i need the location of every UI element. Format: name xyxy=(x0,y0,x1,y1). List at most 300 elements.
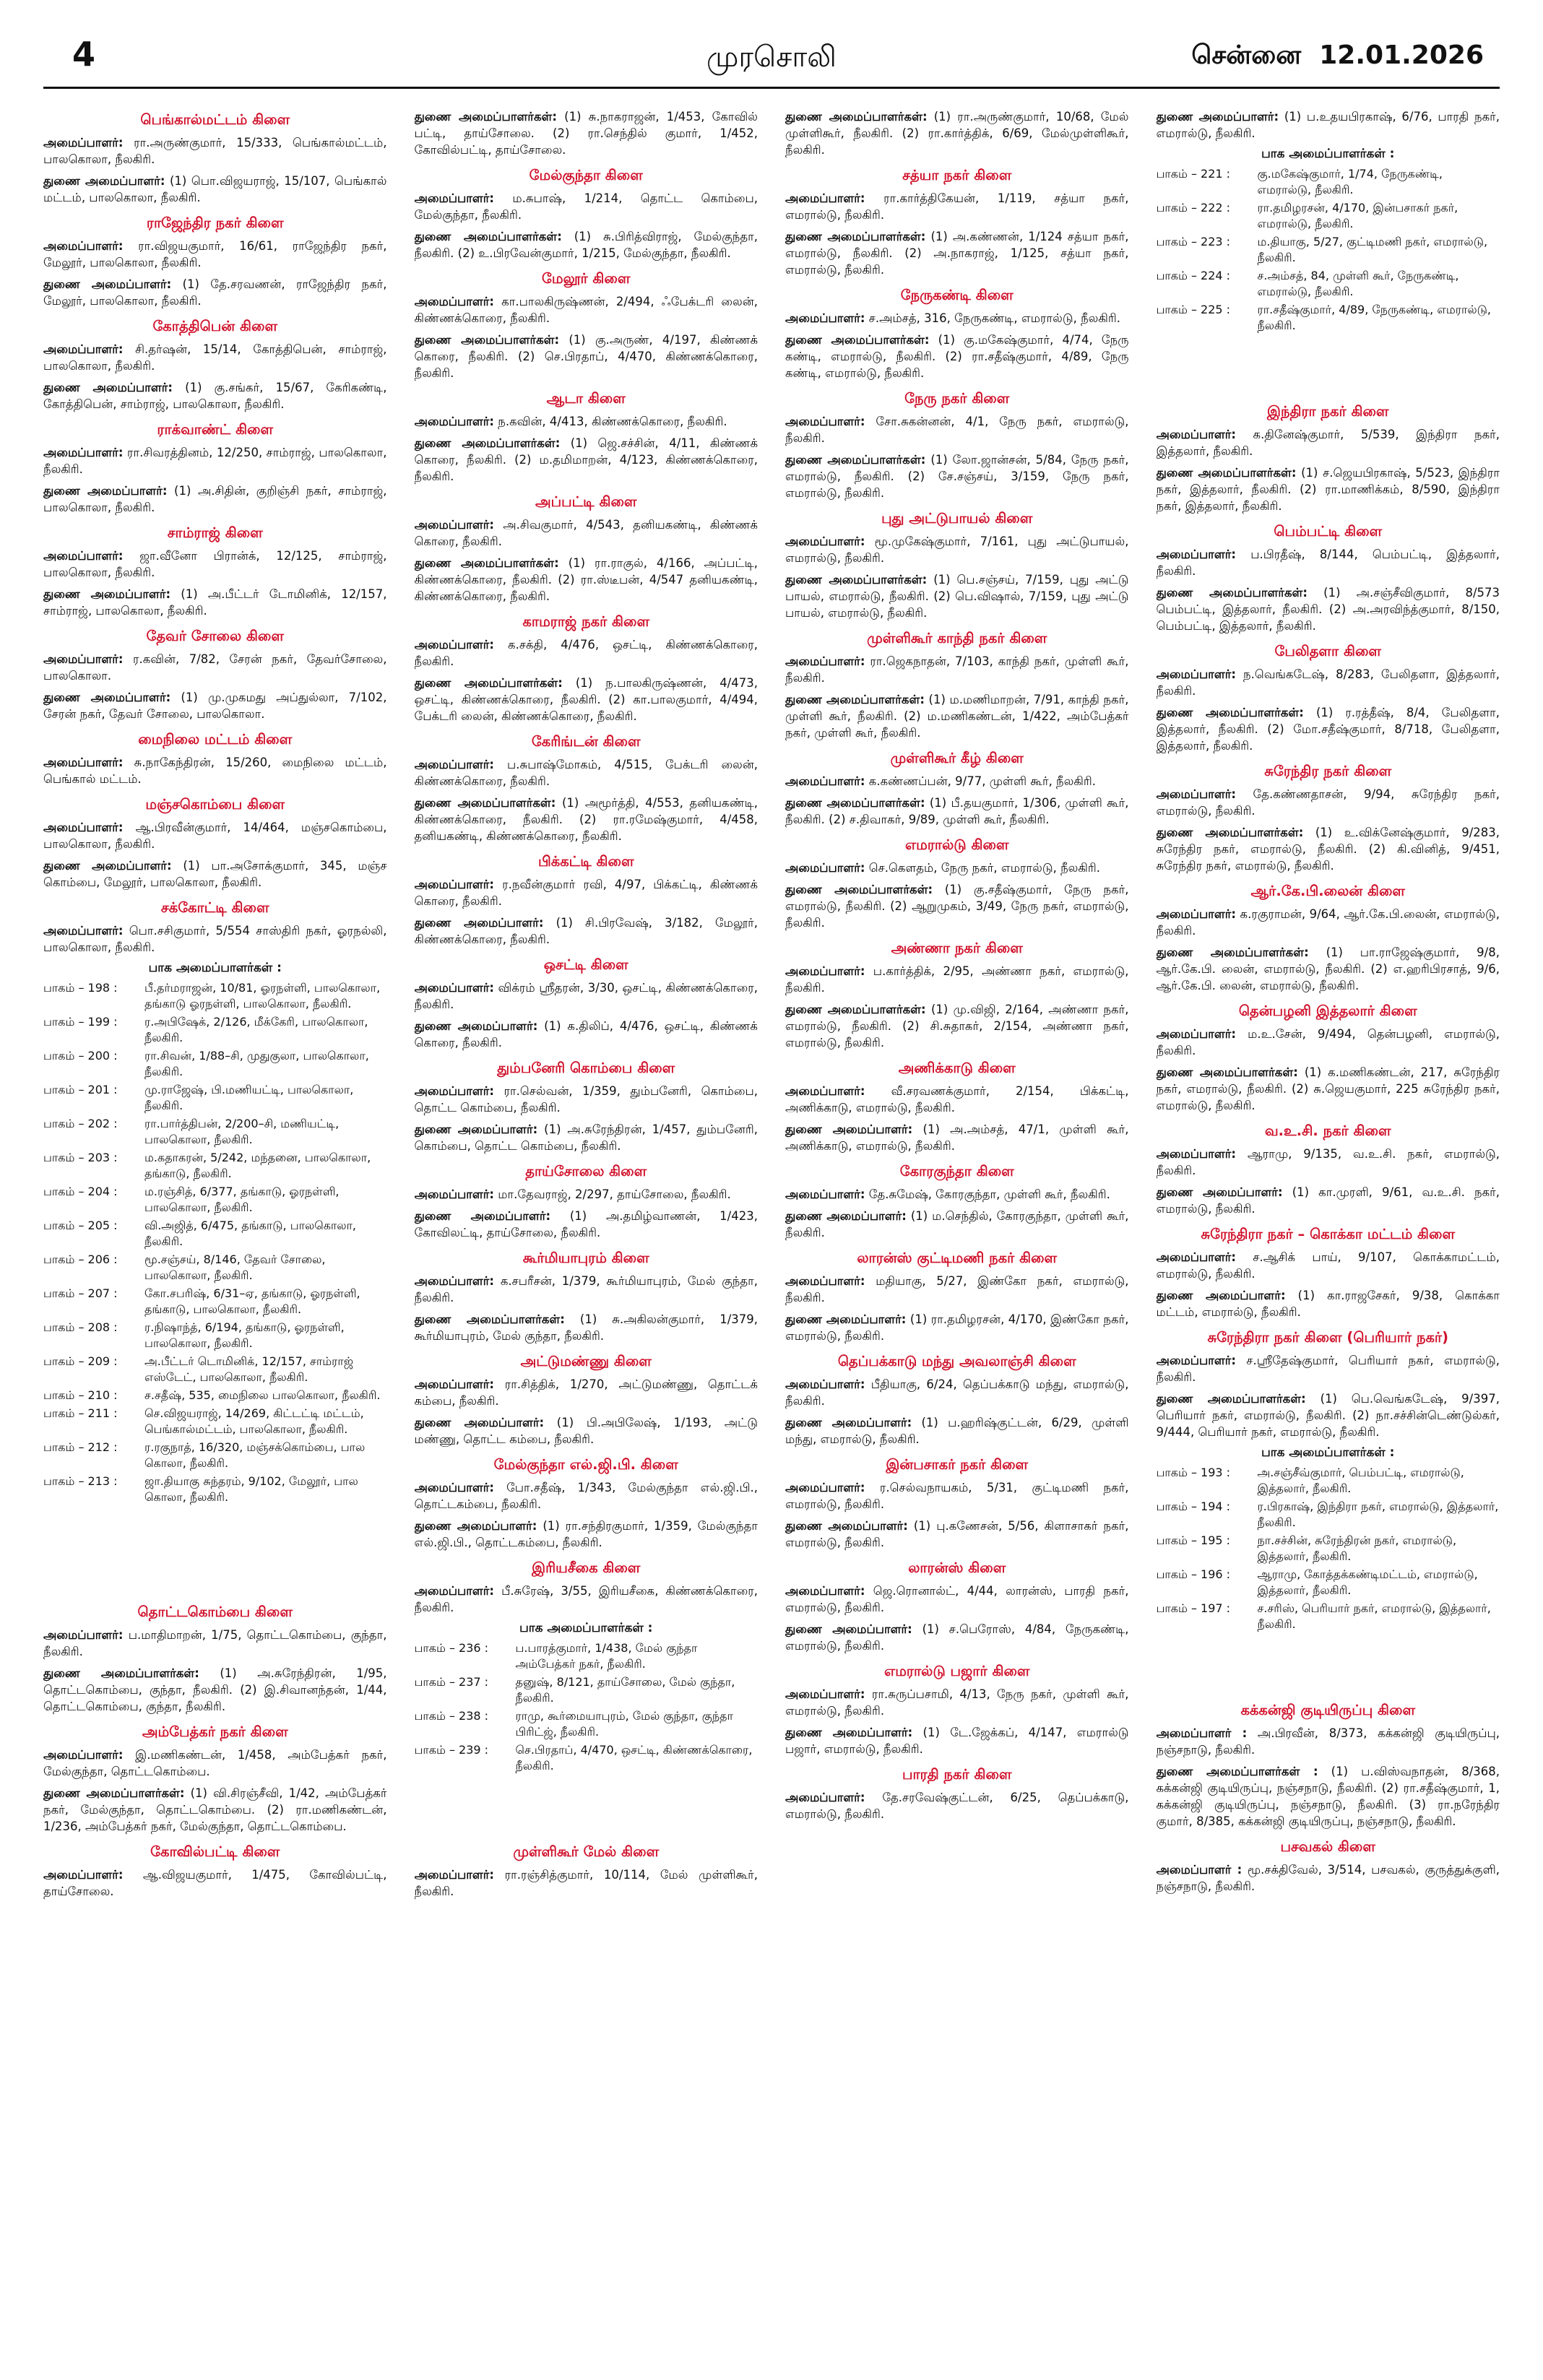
paper-name: முரசொலி xyxy=(706,40,837,74)
role-label: துணை அமைப்பாளர்: xyxy=(414,1209,551,1223)
ward-details: செ.பிரதாப், 4/470, ஒசட்டி, கிண்ணக்கொரை, நீலகிரி. xyxy=(515,1743,753,1773)
member-details: (1) பா.அசோக்குமார், 345, மஞ்ச கொம்பை, மேலூர், பாலகொலா, நீலகிரி. xyxy=(43,859,387,889)
ward-details: ர.அபிஷேக், 2/126, மீக்கேரி, பாலகொலா, நீலகிரி. xyxy=(144,1015,368,1044)
office-bearer-entry xyxy=(415,190,758,223)
member-details: (1) ம.செந்தில், கோரகுந்தா, முள்ளி கூர், நீலகிரி. xyxy=(785,1209,1129,1239)
office-bearer-entry xyxy=(785,413,1129,446)
role-label: அமைப்பாளர்: xyxy=(414,758,495,771)
office-bearer-entry xyxy=(43,379,387,412)
role-label: துணை அமைப்பாளர்கள்: xyxy=(785,230,926,243)
ward-details: ர.நிஷாந்த், 6/194, தங்காடு, ஓரநள்ளி, பாலகொலா, நீலகிரி. xyxy=(144,1320,345,1350)
dateline-city: சென்னை xyxy=(1191,40,1302,70)
office-bearer-entry xyxy=(1157,906,1500,939)
ward-label: பாகம் – 238 : xyxy=(414,1709,489,1723)
member-details: ப.கார்த்திக், 2/95, அண்ணா நகர், எமரால்டு, நீலகிரி. xyxy=(785,964,1129,995)
member-details: ச.ஆசிக் பாய், 9/107, கொக்காமட்டம், எமரால்டு, நீலகிரி. xyxy=(1156,1250,1500,1281)
role-label: அமைப்பாளர்: xyxy=(43,136,124,150)
office-bearer-entry xyxy=(785,1208,1129,1241)
ward-row xyxy=(1157,1567,1500,1598)
office-bearer-entry xyxy=(785,1479,1129,1513)
column-spacer xyxy=(1157,1641,1500,1699)
section-title: தென்பழனி இத்தலார் கிளை xyxy=(1238,1003,1417,1019)
member-details: ப.பிரதீஷ், 8/144, பெம்பட்டி, இத்தலார், நீலகிரி. xyxy=(1156,548,1500,578)
ward-row xyxy=(43,1150,387,1182)
office-bearer-entry xyxy=(43,173,387,206)
ward-details: நா.சச்சின், சுரேந்திரன் நகர், எமரால்டு, இத்தலார், நீலகிரி. xyxy=(1257,1533,1457,1563)
section-title: கோவில்பட்டி கிளை xyxy=(150,1843,280,1860)
branch-section xyxy=(43,111,387,206)
member-details: (1) ந.பாலகிருஷ்ணன், 4/473, ஒசட்டி, கிண்ணக்கொரை, நீலகிரி. (2) கா.பாலகுமார், 4/494, பேக்டரி லைன், கிண்ணக்கொரை, நீலகிரி. xyxy=(414,676,758,723)
branch-section xyxy=(43,421,387,516)
section-title: காமராஜ் நகர் கிளை xyxy=(522,613,650,630)
role-label: துணை அமைப்பாளர்கள்: xyxy=(785,453,926,467)
ward-details: ச.அம்சத், 84, முள்ளி கூர், நேருகண்டி, எமரால்டு, நீலகிரி. xyxy=(1257,269,1459,298)
ward-row xyxy=(1157,268,1500,300)
office-bearer-entry xyxy=(785,228,1129,278)
section-title: மஞ்சகொம்பை கிளை xyxy=(145,796,285,813)
ward-details: ம.தியாகு, 5/27, குட்டிமணி நகர், எமரால்டு, நீலகிரி. xyxy=(1257,235,1488,264)
office-bearer-entry xyxy=(415,1311,758,1344)
ward-details: ஆராமு, கோத்தக்கண்டிமட்டம், எமரால்டு, இத்தலார், நீலகிரி. xyxy=(1257,1567,1478,1597)
ward-details: ப.பாரத்குமார், 1/438, மேல் குந்தா அம்பேத்கர் நகர், நீலகிரி. xyxy=(515,1641,698,1671)
ward-details: ரா.பார்த்திபன், 2/200–சி, மணியட்டி, பாலகொலா, நீலகிரி. xyxy=(144,1117,340,1146)
office-bearer-entry xyxy=(1157,824,1500,874)
role-label: துணை அமைப்பாளர்கள்: xyxy=(785,110,928,124)
role-label: அமைப்பாளர்: xyxy=(785,1187,865,1201)
office-bearer-entry xyxy=(1157,1249,1500,1282)
section-title: ஒசட்டி கிளை xyxy=(543,956,628,973)
role-label: துணை அமைப்பாளர்: xyxy=(43,691,171,704)
member-details: ரா.விஜயகுமார், 16/61, ராஜேந்திர நகர், மேலூர், பாலகொலா, நீலகிரி. xyxy=(43,239,387,269)
section-title: பிக்கட்டி கிளை xyxy=(537,853,634,870)
member-details: (1) ரா.அருண்குமார், 10/68, மேல் முள்ளிகூர், நீலகிரி. (2) ரா.கார்த்திக், 6/69, மேல்முள்ளிகூர், நீலகிரி. xyxy=(785,110,1129,157)
member-details: (1) அமூர்த்தி, 4/553, தனியகண்டி, கிண்ணக்கொரை, நீலகிரி. (2) ரா.ரமேஷ்குமார், 4/458, தனியகண்டி, கிண்ணக்கொரை, நீலகிரி. xyxy=(414,796,758,843)
office-bearer-entry xyxy=(415,1866,758,1900)
member-details: (1) மு.முகமது அப்துல்லா, 7/102, சேரன் நகர், தேவர் சோலை, பாலகொலா. xyxy=(43,691,387,721)
ward-details: செ.விஜயராஜ், 14/269, கிட்டட்டி மட்டம், பெங்கால்மட்டம், பாலகொலா, நீலகிரி. xyxy=(144,1406,364,1436)
role-label: அமைப்பாளர்: xyxy=(785,861,865,875)
member-details: ரா.ஜெகநாதன், 7/103, காந்தி நகர், முள்ளி கூர், நீலகிரி. xyxy=(785,654,1129,685)
section-title: கேரிங்டன் கிளை xyxy=(531,733,641,750)
dateline xyxy=(1191,40,1484,74)
section-title: சுரேந்திரா நகர் – கொக்கா மட்டம் கிளை xyxy=(1201,1226,1456,1242)
office-bearer-entry xyxy=(1157,944,1500,994)
office-bearer-entry xyxy=(415,108,758,158)
office-bearer-entry xyxy=(785,963,1129,996)
office-bearer-entry xyxy=(415,876,758,909)
ward-row xyxy=(43,1354,387,1385)
office-bearer-entry xyxy=(1157,1146,1500,1179)
office-bearer-entry xyxy=(1157,1184,1500,1217)
member-details: (1) சி.பிரவேஷ், 3/182, மேலூர், கிண்ணக்கொரை, நீலகிரி. xyxy=(414,916,758,946)
office-bearer-entry xyxy=(1157,1064,1500,1114)
ward-label: பாகம் – 205 : xyxy=(43,1219,118,1232)
office-bearer-entry xyxy=(1157,464,1500,514)
member-details: (1) ஜெ.சச்சின், 4/11, கிண்ணக் கொரை, நீலகிரி. (2) ம.தமிமாறன், 4/123, கிண்ணக்கொரை, நீலகிரி. xyxy=(414,436,758,483)
branch-section xyxy=(415,1353,758,1448)
member-details: ரா.ரஞ்சித்குமார், 10/114, மேல் முள்ளிகூர், நீலகிரி. xyxy=(414,1868,758,1898)
role-label: துணை அமைப்பாளர்கள்: xyxy=(785,693,925,706)
role-label: துணை அமைப்பாளர்கள்: xyxy=(1156,1065,1298,1079)
member-details: (1) சு.பிரித்விராஜ், மேல்குந்தா, நீலகிரி. (2) உ.பிரவேன்குமார், 1/215, மேல்குந்தா, நீலகிரி. xyxy=(414,230,758,260)
office-bearer-entry xyxy=(1157,1390,1500,1440)
section-title: ராக்வாண்ட் கிளை xyxy=(157,421,274,438)
role-label: துணை அமைப்பாளர்கள்: xyxy=(785,333,930,347)
branch-section xyxy=(415,167,758,261)
role-label: துணை அமைப்பாளர்: xyxy=(43,587,171,601)
branch-section xyxy=(43,731,387,787)
member-details: (1) ரா.தமிழரசன், 4/170, இண்கோ நகர், எமரால்டு, நீலகிரி. xyxy=(785,1312,1129,1343)
role-label: துணை அமைப்பாளர்: xyxy=(785,1519,908,1533)
ward-row xyxy=(415,1742,758,1774)
branch-section xyxy=(415,1456,758,1551)
branch-section xyxy=(1157,763,1500,874)
member-details: (1) லோ.ஜான்சன், 5/84, நேரு நகர், எமரால்டு, நீலகிரி. (2) சே.சஞ்சய், 3/159, நேரு நகர், எமரால்டு, நீலகிரி. xyxy=(785,453,1129,500)
office-bearer-entry xyxy=(415,1083,758,1116)
ward-subheading: பாக அமைப்பாளர்கள் : xyxy=(148,961,282,975)
role-label: அமைப்பாளர்: xyxy=(414,518,495,532)
ward-row xyxy=(43,1014,387,1046)
member-details: (1) ம.மணிமாறன், 7/91, காந்தி நகர், முள்ளி கூர், நீலகிரி. (2) ம.மணிகண்டன், 1/422, அம்பேத்கர் நகர், முள்ளி கூர், நீலகிரி. xyxy=(785,693,1129,740)
role-label: துணை அமைப்பாளர்கள்: xyxy=(43,1786,185,1800)
member-details: ச.ஸ்ரீதேஷ்குமார், பெரியார் நகர், எமரால்டு, நீலகிரி. xyxy=(1156,1354,1500,1384)
branch-section xyxy=(785,1559,1129,1654)
branch-section xyxy=(415,270,758,381)
section-title: பேலிதளா கிளை xyxy=(1274,643,1382,659)
role-label: அமைப்பாளர்: xyxy=(785,311,865,325)
branch-section xyxy=(785,940,1129,1051)
ward-row xyxy=(1157,302,1500,334)
role-label: அமைப்பாளர்: xyxy=(1156,667,1237,681)
role-label: அமைப்பாளர்: xyxy=(43,1748,124,1762)
member-details: ந.வெங்கடேஷ், 8/283, பேலிதளா, இத்தலார், நீலகிரி. xyxy=(1156,667,1500,698)
member-details: (1) ரா.ராகுல், 4/166, அப்பட்டி, கிண்ணக்கொரை, நீலகிரி. (2) ரா.ஸ்டீபன், 4/547 தனியகண்டி, கிண்ணக்கொரை, நீலகிரி. xyxy=(414,556,758,603)
ward-row xyxy=(43,1286,387,1317)
role-label: அமைப்பாளர்: xyxy=(414,878,495,891)
office-bearer-entry xyxy=(43,1747,387,1780)
office-bearer-entry xyxy=(415,1186,758,1203)
section-title: கோத்திபென் கிளை xyxy=(152,318,278,334)
role-label: அமைப்பாளர்: xyxy=(43,652,124,666)
section-title: பெம்பட்டி கிளை xyxy=(1274,523,1383,540)
member-details: க.சபரீசன், 1/379, கூர்மியாபுரம், மேல் குந்தா, நீலகிரி. xyxy=(414,1274,758,1304)
member-details: (1) ப.ஹரிஷ்குட்டன், 6/29, முள்ளி மந்து, எமரால்டு, நீலகிரி. xyxy=(785,1416,1129,1446)
office-bearer-entry xyxy=(785,332,1129,381)
section-title: அம்பேத்கர் நகர் கிளை xyxy=(142,1723,288,1740)
office-bearer-entry xyxy=(43,819,387,852)
branch-section xyxy=(43,524,387,619)
office-bearer-entry xyxy=(785,1311,1129,1344)
member-details: ரா.சித்திக், 1/270, அட்டுமண்ணு, தொட்டக் கம்பை, நீலகிரி. xyxy=(414,1377,758,1408)
role-label: அமைப்பாளர்: xyxy=(785,1274,865,1288)
section-title: தாய்சோலை கிளை xyxy=(525,1163,647,1180)
ward-row xyxy=(43,1116,387,1148)
branch-section xyxy=(785,1353,1129,1448)
office-bearer-entry xyxy=(43,1627,387,1660)
masthead xyxy=(43,22,1500,89)
member-details: ஜெ.ரொனால்ட், 4/44, லாரன்ஸ், பாரதி நகர், எமரால்டு, நீலகிரி. xyxy=(785,1584,1129,1614)
branch-section xyxy=(43,628,387,722)
branch-section xyxy=(1157,1702,1500,1830)
member-details: ஆ.பிரவீன்குமார், 14/464, மஞ்சகொம்பை, பாலகொலா, நீலகிரி. xyxy=(43,821,387,851)
branch-section xyxy=(415,1559,758,1774)
member-details: மூ.சக்திவேல், 3/514, பசவகல், குருத்துக்குளி, நஞ்சநாடு, நீலகிரி. xyxy=(1156,1863,1500,1893)
section-title: வ.உ.சி. நகர் கிளை xyxy=(1264,1122,1391,1139)
section-title: பெங்கால்மட்டம் கிளை xyxy=(140,111,290,128)
role-label: அமைப்பாளர்: xyxy=(785,1687,865,1701)
ward-details: ரா.தமிழரசன், 4/170, இன்பசாகர் நகர், எமரால்டு, நீலகிரி. xyxy=(1257,201,1458,230)
section-title: ஆர்.கே.பி.லைன் கிளை xyxy=(1250,883,1406,899)
branch-section xyxy=(415,1163,758,1241)
role-label: அமைப்பாளர் : xyxy=(1156,1863,1242,1877)
office-bearer-entry xyxy=(43,238,387,271)
office-bearer-entry xyxy=(415,413,758,430)
member-details: (1) ச.ஜெயபிரகாஷ், 5/523, இந்திரா நகர், இத்தலார், நீலகிரி. (2) ரா.மாணிக்கம், 8/590, இந்திரா நகர், இத்தலார், நீலகிரி. xyxy=(1156,466,1500,513)
role-label: அமைப்பாளர்: xyxy=(414,1868,495,1882)
ward-label: பாகம் – 200 : xyxy=(43,1049,118,1063)
role-label: துணை அமைப்பாளர்: xyxy=(1156,110,1279,124)
member-details: பீ.சுரேஷ், 3/55, இரியசீகை, கிண்ணக்கொரை, நீலகிரி. xyxy=(414,1584,758,1614)
branch-section xyxy=(785,108,1129,158)
section-title: தொட்டகொம்பை கிளை xyxy=(137,1604,293,1620)
role-label: துணை அமைப்பாளர்: xyxy=(785,1622,912,1636)
ward-row xyxy=(1157,166,1500,198)
member-details: பொ.சசிகுமார், 5/554 சாஸ்திரி நகர், ஓரநல்லி, பாலகொலா, நீலகிரி. xyxy=(43,924,387,954)
section-title: அணிக்காடு கிளை xyxy=(898,1060,1016,1076)
office-bearer-entry xyxy=(785,1518,1129,1551)
role-label: துணை அமைப்பாளர்கள்: xyxy=(1156,826,1304,839)
office-bearer-entry xyxy=(415,1583,758,1616)
role-label: அமைப்பாளர்: xyxy=(785,415,865,428)
branch-section xyxy=(43,899,387,1505)
office-bearer-entry xyxy=(415,1208,758,1241)
branch-section xyxy=(1157,1003,1500,1114)
office-bearer-entry xyxy=(43,1866,387,1900)
office-bearer-entry xyxy=(415,332,758,381)
office-bearer-entry xyxy=(1157,108,1500,142)
member-details: தே.கண்ணதாசன், 9/94, சுரேந்திர நகர், எமரால்டு, நீலகிரி. xyxy=(1156,787,1500,818)
member-details: (1) வி.சிரஞ்சீவி, 1/42, அம்பேத்கர் நகர், மேல்குந்தா, தொட்டகொம்பை. (2) ரா.மணிகண்டன், 1/236, அம்பேத்கர் நகர், மேல்குந்தா, தொட்டகொம்பை. xyxy=(43,1786,387,1833)
ward-row xyxy=(43,1184,387,1216)
role-label: துணை அமைப்பாளர்: xyxy=(1156,1185,1283,1199)
branch-section xyxy=(785,167,1129,278)
ward-row xyxy=(43,1218,387,1250)
role-label: துணை அமைப்பாளர்: xyxy=(414,1519,537,1533)
member-details: க.ரகுராமன், 9/64, ஆர்.கே.பி.லைன், எமரால்டு, நீலகிரி. xyxy=(1156,907,1500,938)
role-label: துணை அமைப்பாளர்கள்: xyxy=(43,1666,199,1680)
section-title: முள்ளிகூர் கீழ் கிளை xyxy=(890,750,1024,766)
ward-row xyxy=(1157,1499,1500,1531)
member-details: (1) பி.அபிலேஷ், 1/193, அட்டு மண்ணு, தொட்ட கம்பை, நீலகிரி. xyxy=(414,1416,758,1446)
member-details: (1) அ.சுரேந்திரன், 1/457, தும்பனேரி, கொம்பை, தொட்ட கொம்பை, நீலகிரி. xyxy=(414,1122,758,1153)
role-label: துணை அமைப்பாளர்கள்: xyxy=(414,1312,565,1326)
section-title: மைநிலை மட்டம் கிளை xyxy=(138,731,293,748)
ward-row xyxy=(415,1640,758,1672)
office-bearer-entry xyxy=(1157,546,1500,579)
office-bearer-entry xyxy=(415,1121,758,1154)
member-details: (1) கா.முரளி, 9/61, வ.உ.சி. நகர், எமரால்டு, நீலகிரி. xyxy=(1156,1185,1500,1216)
role-label: துணை அமைப்பாளர்: xyxy=(414,1019,538,1033)
member-details: சோ.சுகன்னன், 4/1, நேரு நகர், எமரால்டு, நீலகிரி. xyxy=(785,415,1129,445)
ward-row xyxy=(43,1388,387,1403)
ward-row xyxy=(43,980,387,1012)
member-details: ச.அம்சத், 316, நேருகண்டி, எமரால்டு, நீலகிரி. xyxy=(868,311,1120,325)
member-details: (1) அ.அம்சத், 47/1, முள்ளி கூர், அணிக்காடு, எமரால்டு, நீலகிரி. xyxy=(785,1122,1129,1153)
role-label: அமைப்பாளர்: xyxy=(1156,1027,1237,1041)
column-spacer xyxy=(415,1783,758,1840)
office-bearer-entry xyxy=(415,636,758,670)
role-label: துணை அமைப்பாளர்: xyxy=(43,484,168,498)
ward-label: பாகம் – 209 : xyxy=(43,1354,118,1368)
member-details: (1) ப.உதயபிரகாஷ், 6/76, பாரதி நகர், எமரால்டு, நீலகிரி. xyxy=(1156,110,1500,140)
office-bearer-entry xyxy=(1157,1287,1500,1320)
member-details: (1) ச.பெரோஸ், 4/84, நேருகண்டி, எமரால்டு, நீலகிரி. xyxy=(785,1622,1129,1653)
office-bearer-entry xyxy=(415,1479,758,1513)
ward-label: பாகம் – 223 : xyxy=(1156,235,1231,248)
role-label: அமைப்பாளர்: xyxy=(414,1481,495,1494)
ward-details: ஜா.தியாகு சுந்தரம், 9/102, மேலூர், பால கொலா, நீலகிரி. xyxy=(144,1474,358,1504)
office-bearer-entry xyxy=(1157,426,1500,459)
section-title: முள்ளிகூர் காந்தி நகர் கிளை xyxy=(867,630,1047,646)
member-details: ந.கவின், 4/413, கிண்ணக்கொரை, நீலகிரி. xyxy=(498,415,727,428)
office-bearer-entry xyxy=(43,754,387,787)
office-bearer-entry xyxy=(785,1789,1129,1822)
office-bearer-entry xyxy=(415,293,758,326)
role-label: அமைப்பாளர்: xyxy=(785,964,865,978)
office-bearer-entry xyxy=(785,1083,1129,1116)
member-details: ரா.கார்த்திகேயன், 1/119, சத்யா நகர், எமரால்டு, நீலகிரி. xyxy=(785,191,1129,222)
branch-section xyxy=(1157,1838,1500,1895)
ward-details: அ.பீட்டர் டொமினிக், 12/157, சாம்ராஜ் எஸ்டேட், பாலகொலா, நீலகிரி. xyxy=(144,1354,354,1384)
role-label: துணை அமைப்பாளர்கள்: xyxy=(785,796,925,810)
branch-section xyxy=(415,956,758,1051)
branch-section xyxy=(415,108,758,158)
office-bearer-entry xyxy=(785,653,1129,686)
role-label: துணை அமைப்பாளர்கள்: xyxy=(414,436,561,450)
office-bearer-entry xyxy=(1157,584,1500,634)
office-bearer-entry xyxy=(785,451,1129,501)
role-label: அமைப்பாளர்: xyxy=(785,535,865,548)
ward-row xyxy=(43,1048,387,1080)
ward-label: பாகம் – 195 : xyxy=(1156,1533,1231,1547)
ward-label: பாகம் – 194 : xyxy=(1156,1500,1231,1513)
role-label: அமைப்பாளர்: xyxy=(43,924,124,938)
office-bearer-entry xyxy=(785,1376,1129,1409)
section-title: நேருகண்டி கிளை xyxy=(900,287,1013,303)
branch-section xyxy=(43,1723,387,1835)
member-details: ரா.செல்வன், 1/359, தும்பனேரி, கொம்பை, தொட்ட கொம்பை, நீலகிரி. xyxy=(414,1084,758,1115)
ward-row xyxy=(1157,234,1500,266)
ward-label: பாகம் – 202 : xyxy=(43,1117,118,1130)
member-details: ஜா.வீனோ பிரான்க், 12/125, சாம்ராஜ், பாலகொலா, நீலகிரி. xyxy=(43,549,387,579)
branch-section xyxy=(1157,403,1500,514)
office-bearer-entry xyxy=(1157,1725,1500,1758)
section-title: இரியசீகை கிளை xyxy=(532,1559,641,1576)
page-number: 4 xyxy=(72,35,96,74)
ward-label: பாகம் – 239 : xyxy=(414,1743,489,1757)
ward-row xyxy=(43,1252,387,1284)
section-title: புது அட்டுபாயல் கிளை xyxy=(881,510,1033,527)
ward-subheading: பாக அமைப்பாளர்கள் : xyxy=(1261,147,1395,161)
member-details: தே.சுமேஷ், கோரகுந்தா, முள்ளி கூர், நீலகிரி. xyxy=(868,1187,1110,1201)
role-label: துணை அமைப்பாளர்கள்: xyxy=(785,1003,926,1016)
office-bearer-entry xyxy=(415,979,758,1013)
role-label: அமைப்பாளர்: xyxy=(414,1584,495,1598)
section-title: லாரன்ஸ் குட்டிமணி நகர் கிளை xyxy=(857,1250,1058,1266)
member-details: ரா.சுருப்பசாமி, 4/13, நேரு நகர், முள்ளி கூர், எமரால்டு, நீலகிரி. xyxy=(785,1687,1129,1718)
role-label: துணை அமைப்பாளர்கள்: xyxy=(414,556,559,570)
role-label: அமைப்பாளர்: xyxy=(414,191,495,205)
office-bearer-entry xyxy=(415,516,758,550)
ward-row xyxy=(43,1440,387,1471)
section-title: கோரகுந்தா கிளை xyxy=(899,1163,1014,1180)
ward-row xyxy=(43,1406,387,1437)
role-label: துணை அமைப்பாளர்கள்: xyxy=(785,573,928,587)
section-title: சுரேந்திர நகர் கிளை xyxy=(1264,763,1392,779)
member-details: மூ.முகேஷ்குமார், 7/161, புது அட்டுபாயல், எமரால்டு, நீலகிரி. xyxy=(785,535,1129,565)
member-details: (1) சு.அகிலன்குமார், 1/379, கூர்மியாபுரம், மேல் குந்தா, நீலகிரி. xyxy=(414,1312,758,1343)
member-details: பீதியாகு, 6/24, தெப்பக்காடு மந்து, எமரால்டு, நீலகிரி. xyxy=(785,1377,1129,1408)
section-title: அண்ணா நகர் கிளை xyxy=(891,940,1023,956)
branch-section xyxy=(785,750,1129,828)
role-label: அமைப்பாளர்: xyxy=(785,1584,865,1598)
member-details: தே.சரவேஷ்குட்டன், 6/25, தெப்பக்காடு, எமரால்டு, நீலகிரி. xyxy=(785,1791,1129,1821)
ward-label: பாகம் – 196 : xyxy=(1156,1567,1231,1581)
member-details: (1) கு.சதீஷ்குமார், நேரு நகர், எமரால்டு, நீலகிரி. (2) ஆறுமுகம், 3/49, நேரு நகர், எமரால்டு, நீலகிரி. xyxy=(785,883,1129,930)
ward-details: ரா.சிவன், 1/88–சி, முதுகுலா, பாலகொலா, நீலகிரி. xyxy=(144,1049,369,1078)
member-details: (1) அ.கண்ணன், 1/124 சத்யா நகர், எமரால்டு, நீலகிரி. (2) அ.நாகராஜ், 1/125, சத்யா நகர், எமரால்டு, நீலகிரி. xyxy=(785,230,1129,277)
branch-section xyxy=(415,613,758,724)
role-label: அமைப்பாளர்: xyxy=(414,1274,495,1288)
section-title: அப்பட்டி கிளை xyxy=(535,493,637,510)
member-details: (1) பெ.வெங்கடேஷ், 9/397, பெரியார் நகர், எமரால்டு, நீலகிரி. (2) நா.சச்சின்டெண்டுல்கர், 9/444, பெரியார் நகர், எமரால்டு, நீலகிரி. xyxy=(1156,1392,1500,1439)
member-details: (1) அ.சஞ்சீவிகுமார், 8/573 பெம்பட்டி, இத்தலார், நீலகிரி. (2) அ.அரவிந்த்குமார், 8/150, பெம்பட்டி, இத்தலார், நீலகிரி. xyxy=(1156,586,1500,633)
member-details: ப.மாதிமாறன், 1/75, தொட்டகொம்பை, குந்தா, நீலகிரி. xyxy=(43,1628,387,1658)
ward-label: பாகம் – 210 : xyxy=(43,1388,118,1402)
branch-section xyxy=(415,390,758,485)
role-label: அமைப்பாளர்: xyxy=(785,654,865,668)
member-details: போ.சதீஷ், 1/343, மேல்குந்தா எல்.ஜி.பி., தொட்டகம்பை, நீலகிரி. xyxy=(414,1481,758,1511)
member-details: வீ.சரவணக்குமார், 2/154, பிக்கட்டி, அணிக்காடு, எமரால்டு, நீலகிரி. xyxy=(785,1084,1129,1115)
role-label: துணை அமைப்பாளர்: xyxy=(785,1416,912,1429)
section-title: பாரதி நகர் கிளை xyxy=(902,1766,1012,1783)
office-bearer-entry xyxy=(43,548,387,581)
office-bearer-entry xyxy=(785,1724,1129,1757)
role-label: துணை அமைப்பாளர்கள்: xyxy=(414,676,563,690)
section-title: எமரால்டு பஜார் கிளை xyxy=(883,1663,1030,1679)
office-bearer-entry xyxy=(785,860,1129,876)
member-details: (1) க.திலிப், 4/476, ஒசட்டி, கிண்ணக் கொரை, நீலகிரி. xyxy=(414,1019,758,1050)
ward-row xyxy=(43,1474,387,1505)
section-title: முள்ளிகூர் மேல் கிளை xyxy=(513,1843,660,1860)
member-details: (1) கா.ராஜசேகர், 9/38, கொக்கா மட்டம், எமரால்டு, நீலகிரி. xyxy=(1156,1289,1500,1319)
role-label: துணை அமைப்பாளர்: xyxy=(43,381,173,394)
role-label: அமைப்பாளர்: xyxy=(1156,1250,1237,1264)
member-details: (1) ரா.சந்திரகுமார், 1/359, மேல்குந்தா எல்.ஜி.பி., தொட்டகம்பை, நீலகிரி. xyxy=(414,1519,758,1549)
role-label: அமைப்பாளர்: xyxy=(785,191,865,205)
member-details: (1) உ.விக்னேஷ்குமார், 9/283, சுரேந்திர நகர், எமரால்டு, நீலகிரி. (2) கி.வினித், 9/451, சுரேந்திர நகர், எமரால்டு, நீலகிரி. xyxy=(1156,826,1500,873)
branch-section xyxy=(1157,1122,1500,1217)
section-title: இந்திரா நகர் கிளை xyxy=(1267,403,1389,420)
ward-row xyxy=(1157,200,1500,232)
member-details: ர.செல்வநாயகம், 5/31, குட்டிமணி நகர், எமரால்டு, நீலகிரி. xyxy=(785,1481,1129,1511)
office-bearer-entry xyxy=(785,571,1129,621)
member-details: (1) ர.ரத்தீஷ், 8/4, பேலிதளா, இத்தலார், நீலகிரி. (2) மோ.சதீஷ்குமார், 8/718, பேலிதளா, இத்தலார், நீலகிரி. xyxy=(1156,706,1500,753)
office-bearer-entry xyxy=(415,1414,758,1448)
role-label: துணை அமைப்பாளர்கள்: xyxy=(1156,466,1297,480)
role-label: துணை அமைப்பாளர்: xyxy=(43,174,165,188)
office-bearer-entry xyxy=(43,444,387,477)
